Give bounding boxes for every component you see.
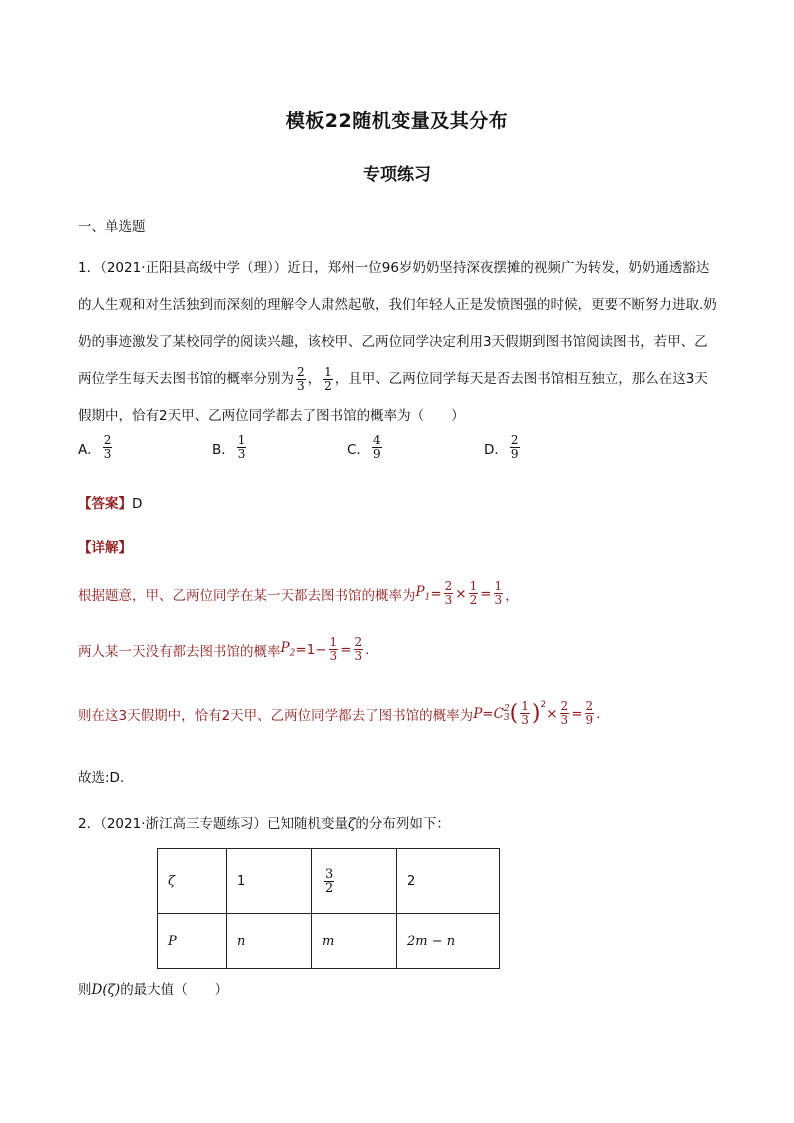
table-cell: 2 <box>397 849 500 914</box>
page-subtitle: 专项练习 <box>363 165 431 185</box>
option-a[interactable]: A． $\frac{2}{3}$ <box>78 433 112 461</box>
table-cell: 2m − n <box>397 914 500 969</box>
table-row <box>158 914 500 969</box>
table-cell: ζ <box>158 849 227 914</box>
solution-line-2: 两人某一天没有都去图书馆的概率 $P_2$ =1− $\frac{1}{3}$ = $\frac{2}{3}$ . <box>78 635 370 663</box>
solution-line-1: 根据题意，甲、乙两位同学在某一天都去图书馆的概率为 $P_1$ = $\frac{2}{3}$ × $\frac{1}{2}$ = $\frac{1}{3}$ ， <box>78 579 519 607</box>
table-cell: $\frac{3}{2}$ <box>312 849 397 914</box>
fraction-two-thirds: $\frac{2}{3}$ <box>297 364 305 393</box>
conclusion: 故选:D. <box>78 770 125 786</box>
question-1-text: 1．（2021·正阳县高级中学（理））近日，郑州一位96岁奶奶坚持深夜摆摊的视频广为转发，奶奶通透豁达的人生观和对生活独到而深刻的理解令人肃然起敬，我们年轻人正是发愤图强的时候，更要不断努力进取.奶奶的事迹激发了某校同学的阅读兴趣，该校甲、乙两位同学决定利用3天假期到图书馆阅读图书，若甲、乙两位学生每天去图书馆的概率分别为 <box>78 260 717 387</box>
table-cell: P <box>158 914 227 969</box>
detail-tag: 【详解】 <box>78 540 132 556</box>
table-cell: 1 <box>227 849 312 914</box>
option-b[interactable]: B． $\frac{1}{3}$ <box>212 433 246 461</box>
solution-frac-1-2: $\frac{1}{2}$ <box>469 579 478 607</box>
solution-frac-2-3: $\frac{2}{3}$ <box>444 579 453 607</box>
option-d[interactable]: D． $\frac{2}{9}$ <box>484 433 519 461</box>
answer-line <box>78 492 142 512</box>
question-1: 1．（2021·正阳县高级中学（理））近日，郑州一位96岁奶奶坚持深夜摆摊的视频广为转发，奶奶通透豁达的人生观和对生活独到而深刻的理解令人肃然起敬，我们年轻人正是发愤图强的时候，更要不断努力进取.奶奶的事迹激发了某校同学的阅读兴趣，该校甲、乙两位同学决定利用3天假期到图书馆阅读图书，若甲、乙两位学生每天去图书馆的概率分别为 $\frac{2}{3}$ ， $\frac{1}{2}$ ，且甲、乙两位同学每天是否去图书馆相互独立，那么在这3天假期中，恰有2天甲、乙两位同学都去了图书馆的概率为（ ） <box>78 260 717 424</box>
option-c[interactable]: C． $\frac{4}{9}$ <box>347 433 381 461</box>
solution-line-3: 则在这3天假期中，恰有2天甲、乙两位同学都去了图书馆的概率为 P = C 2 3 ( $\frac{1}{3}$ ) $^2$ × $\frac{2}{3}$ = $\frac{2}{9}$ . <box>78 699 601 727</box>
table-cell: n <box>227 914 312 969</box>
question-1-text-after: ，且甲、乙两位同学每天是否去图书馆相互独立，那么在这3天假期中，恰有2天甲、乙两位同学都去了图书馆的概率为（ ） <box>78 371 708 424</box>
solution-frac-1-3: $\frac{1}{3}$ <box>494 579 503 607</box>
table-cell: m <box>312 914 397 969</box>
answer-tag: 【答案】 <box>78 496 132 512</box>
page-title: 模板22随机变量及其分布 <box>285 110 509 132</box>
answer-value: D <box>132 496 143 512</box>
table-row <box>158 849 500 914</box>
section-heading: 一、单选题 <box>78 219 146 235</box>
question-2: 2．（2021·浙江高三专题练习）已知随机变量ζ的分布列如下： <box>78 816 450 832</box>
distribution-table <box>157 848 500 969</box>
fraction-one-half: $\frac{1}{2}$ <box>324 364 332 393</box>
question-2-ask: 则D(ζ)的最大值（ ） <box>78 982 229 998</box>
